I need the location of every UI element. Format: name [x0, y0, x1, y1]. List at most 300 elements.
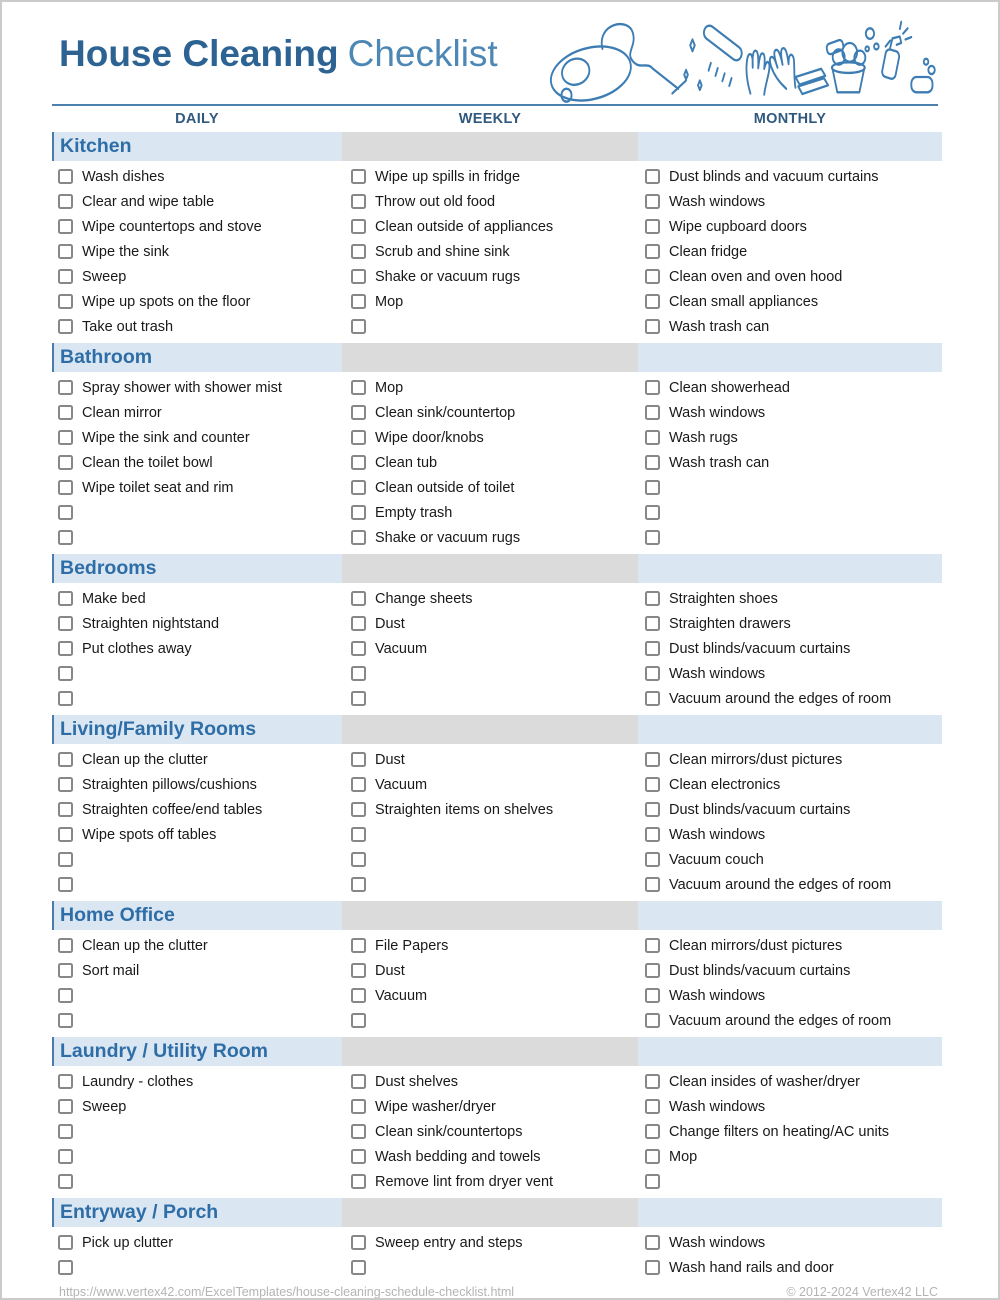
task-checkbox[interactable]	[58, 877, 73, 892]
task-row	[52, 611, 938, 636]
task-cell-monthly	[638, 1255, 942, 1280]
task-checkbox[interactable]	[58, 1149, 73, 1164]
task-checkbox[interactable]	[58, 319, 73, 334]
task-label: Sort mail	[82, 962, 140, 979]
task-label: Vacuum around the edges of room	[669, 690, 892, 707]
task-cell-weekly	[342, 661, 638, 686]
task-cell-monthly	[638, 1008, 942, 1033]
task-cell-weekly	[342, 214, 638, 239]
task-checkbox[interactable]	[645, 777, 660, 792]
task-checkbox[interactable]	[645, 963, 660, 978]
task-cell-daily	[52, 1169, 342, 1194]
task-row	[52, 475, 938, 500]
task-cell-weekly	[342, 1169, 638, 1194]
task-checkbox[interactable]	[351, 802, 366, 817]
section-header-daily-band	[52, 901, 342, 930]
task-row	[52, 1119, 938, 1144]
task-checkbox[interactable]	[58, 641, 73, 656]
task-row	[52, 1008, 938, 1033]
task-label: Vacuum	[375, 640, 428, 657]
task-cell-monthly	[638, 375, 942, 400]
task-row	[52, 189, 938, 214]
task-checkbox[interactable]	[645, 505, 660, 520]
section-title: Living/Family Rooms	[60, 718, 257, 740]
task-label: Sweep	[82, 1098, 127, 1115]
task-checkbox[interactable]	[58, 1124, 73, 1139]
task-label: Straighten shoes	[669, 590, 778, 607]
task-row	[52, 314, 938, 339]
task-checkbox[interactable]	[58, 691, 73, 706]
task-checkbox[interactable]	[58, 380, 73, 395]
task-cell-monthly	[638, 189, 942, 214]
task-checkbox[interactable]	[645, 430, 660, 445]
footer-copyright: © 2012-2024 Vertex42 LLC	[786, 1285, 938, 1299]
task-label: Wash windows	[669, 987, 766, 1004]
task-cell-weekly	[342, 314, 638, 339]
task-checkbox[interactable]	[645, 1013, 660, 1028]
task-cell-daily	[52, 772, 342, 797]
task-checkbox[interactable]	[351, 319, 366, 334]
task-checkbox[interactable]	[58, 852, 73, 867]
task-checkbox[interactable]	[645, 752, 660, 767]
task-label: Dust	[375, 962, 405, 979]
task-checkbox[interactable]	[58, 430, 73, 445]
section-header-daily-band	[52, 1198, 342, 1227]
task-row	[52, 1069, 938, 1094]
task-checkbox[interactable]	[58, 1235, 73, 1250]
section-rows	[52, 164, 938, 339]
section-header-monthly-band	[638, 715, 942, 744]
task-cell-daily	[52, 239, 342, 264]
task-cell-monthly	[638, 1230, 942, 1255]
task-checkbox[interactable]	[645, 530, 660, 545]
task-cell-monthly	[638, 933, 942, 958]
task-row	[52, 1169, 938, 1194]
task-checkbox[interactable]	[58, 1013, 73, 1028]
task-checkbox[interactable]	[58, 269, 73, 284]
task-row	[52, 214, 938, 239]
task-cell-weekly	[342, 289, 638, 314]
task-row	[52, 425, 938, 450]
task-checkbox[interactable]	[351, 691, 366, 706]
task-checkbox[interactable]	[351, 1013, 366, 1028]
task-checkbox[interactable]	[645, 194, 660, 209]
task-checkbox[interactable]	[58, 802, 73, 817]
task-checkbox[interactable]	[58, 244, 73, 259]
task-cell-monthly	[638, 958, 942, 983]
task-cell-daily	[52, 164, 342, 189]
task-cell-weekly	[342, 264, 638, 289]
spray-bottle-icon	[881, 48, 900, 80]
task-row	[52, 661, 938, 686]
section-header-monthly-band	[638, 1198, 942, 1227]
task-checkbox[interactable]	[351, 480, 366, 495]
task-checkbox[interactable]	[58, 294, 73, 309]
task-label: File Papers	[375, 937, 449, 954]
task-row	[52, 1094, 938, 1119]
task-cell-daily	[52, 525, 342, 550]
task-label: Wipe the sink	[82, 243, 170, 260]
task-label: Wipe spots off tables	[82, 826, 217, 843]
task-label: Wipe toilet seat and rim	[82, 479, 234, 496]
footer-url: https://www.vertex42.com/ExcelTemplates/house-cleaning-schedule-checklist.html	[59, 1285, 515, 1299]
task-cell-monthly	[638, 872, 942, 897]
task-label: Wash trash can	[669, 454, 770, 471]
section-header-daily-band	[52, 715, 342, 744]
task-checkbox[interactable]	[645, 294, 660, 309]
task-cell-weekly	[342, 475, 638, 500]
task-label: Clean sink/countertop	[375, 404, 516, 421]
task-cell-daily	[52, 500, 342, 525]
task-checkbox[interactable]	[645, 455, 660, 470]
task-cell-daily	[52, 1255, 342, 1280]
task-checkbox[interactable]	[58, 405, 73, 420]
section-header-laundry-utility-room	[52, 1037, 938, 1066]
task-label: Wash windows	[669, 1098, 766, 1115]
task-cell-weekly	[342, 611, 638, 636]
task-cell-weekly	[342, 1069, 638, 1094]
section-title: Bathroom	[60, 346, 153, 368]
task-cell-daily	[52, 1094, 342, 1119]
task-cell-monthly	[638, 164, 942, 189]
task-label: Wash rugs	[669, 429, 738, 446]
section-rows	[52, 375, 938, 550]
task-cell-weekly	[342, 500, 638, 525]
bubbles-icon	[866, 28, 874, 39]
section-rows	[52, 1230, 938, 1280]
task-label: Clean mirror	[82, 404, 162, 421]
task-checkbox[interactable]	[645, 877, 660, 892]
task-checkbox[interactable]	[351, 405, 366, 420]
task-checkbox[interactable]	[58, 591, 73, 606]
task-row	[52, 872, 938, 897]
task-cell-daily	[52, 661, 342, 686]
task-cell-daily	[52, 822, 342, 847]
task-cell-daily	[52, 586, 342, 611]
task-row	[52, 686, 938, 711]
column-header-weekly: WEEKLY	[458, 111, 522, 127]
task-label: Shake or vacuum rugs	[375, 529, 521, 546]
task-label: Clean up the clutter	[82, 751, 208, 768]
task-row	[52, 772, 938, 797]
task-checkbox[interactable]	[351, 244, 366, 259]
task-label: Clear and wipe table	[82, 193, 215, 210]
task-checkbox[interactable]	[351, 1174, 366, 1189]
task-cell-daily	[52, 400, 342, 425]
task-checkbox[interactable]	[351, 1099, 366, 1114]
task-cell-monthly	[638, 500, 942, 525]
task-row	[52, 822, 938, 847]
task-cell-daily	[52, 958, 342, 983]
task-label: Wipe the sink and counter	[82, 429, 250, 446]
task-label: Wash dishes	[82, 168, 165, 185]
task-checkbox[interactable]	[645, 480, 660, 495]
task-label: Wash windows	[669, 826, 766, 843]
task-cell-weekly	[342, 525, 638, 550]
task-checkbox[interactable]	[645, 1260, 660, 1275]
task-checkbox[interactable]	[645, 1235, 660, 1250]
task-checkbox[interactable]	[351, 169, 366, 184]
task-label: Make bed	[82, 590, 146, 607]
task-cell-daily	[52, 797, 342, 822]
task-label: Vacuum couch	[669, 851, 764, 868]
task-checkbox[interactable]	[645, 1099, 660, 1114]
task-checkbox[interactable]	[351, 530, 366, 545]
task-checkbox[interactable]	[645, 219, 660, 234]
task-cell-weekly	[342, 1144, 638, 1169]
task-row	[52, 636, 938, 661]
task-checkbox[interactable]	[58, 963, 73, 978]
task-cell-monthly	[638, 686, 942, 711]
section-header-kitchen	[52, 132, 938, 161]
section-header-bedrooms	[52, 554, 938, 583]
task-cell-daily	[52, 214, 342, 239]
task-checkbox[interactable]	[58, 219, 73, 234]
task-cell-weekly	[342, 425, 638, 450]
task-cell-weekly	[342, 375, 638, 400]
task-checkbox[interactable]	[351, 1149, 366, 1164]
task-cell-weekly	[342, 772, 638, 797]
column-header-monthly: MONTHLY	[753, 111, 827, 127]
task-cell-monthly	[638, 314, 942, 339]
task-cell-monthly	[638, 1169, 942, 1194]
task-checkbox[interactable]	[645, 852, 660, 867]
task-checkbox[interactable]	[58, 827, 73, 842]
task-cell-monthly	[638, 425, 942, 450]
section-title: Bedrooms	[60, 557, 157, 579]
task-row	[52, 847, 938, 872]
task-cell-daily	[52, 1144, 342, 1169]
task-cell-weekly	[342, 847, 638, 872]
column-header-daily: DAILY	[175, 111, 219, 127]
task-checkbox[interactable]	[645, 988, 660, 1003]
task-checkbox[interactable]	[351, 988, 366, 1003]
task-cell-weekly	[342, 933, 638, 958]
task-label: Mop	[375, 293, 404, 310]
task-row	[52, 1255, 938, 1280]
task-label: Wash windows	[669, 1234, 766, 1251]
task-checkbox[interactable]	[351, 963, 366, 978]
task-checkbox[interactable]	[351, 752, 366, 767]
sparkle-icon	[690, 39, 695, 51]
task-checkbox[interactable]	[645, 1174, 660, 1189]
task-checkbox[interactable]	[645, 666, 660, 681]
task-checkbox[interactable]	[645, 405, 660, 420]
section-header-monthly-band	[638, 132, 942, 161]
task-checkbox[interactable]	[645, 616, 660, 631]
task-row	[52, 500, 938, 525]
task-checkbox[interactable]	[58, 1174, 73, 1189]
task-cell-monthly	[638, 239, 942, 264]
task-checkbox[interactable]	[351, 852, 366, 867]
task-checkbox[interactable]	[351, 827, 366, 842]
task-cell-weekly	[342, 1119, 638, 1144]
task-label: Clean insides of washer/dryer	[669, 1073, 861, 1090]
task-checkbox[interactable]	[351, 591, 366, 606]
task-checkbox[interactable]	[58, 1074, 73, 1089]
task-cell-daily	[52, 686, 342, 711]
task-cell-daily	[52, 1119, 342, 1144]
task-cell-monthly	[638, 772, 942, 797]
task-label: Clean oven and oven hood	[669, 268, 843, 285]
task-label: Laundry - clothes	[82, 1073, 194, 1090]
task-label: Empty trash	[375, 504, 453, 521]
task-label: Mop	[669, 1148, 698, 1165]
task-cell-daily	[52, 847, 342, 872]
section-living-family-rooms	[52, 715, 938, 897]
glove-icon	[746, 51, 769, 95]
task-checkbox[interactable]	[351, 616, 366, 631]
task-cell-monthly	[638, 747, 942, 772]
task-checkbox[interactable]	[645, 938, 660, 953]
task-cell-monthly	[638, 214, 942, 239]
task-row	[52, 586, 938, 611]
section-header-weekly-band	[342, 715, 638, 744]
task-cell-daily	[52, 425, 342, 450]
task-checkbox[interactable]	[58, 1260, 73, 1275]
task-checkbox[interactable]	[351, 1260, 366, 1275]
task-checkbox[interactable]	[645, 591, 660, 606]
task-cell-weekly	[342, 450, 638, 475]
cleaning-supplies-illustration	[538, 16, 938, 109]
task-cell-weekly	[342, 872, 638, 897]
task-cell-daily	[52, 1008, 342, 1033]
task-label: Straighten pillows/cushions	[82, 776, 257, 793]
task-label: Clean mirrors/dust pictures	[669, 937, 843, 954]
task-checkbox[interactable]	[645, 1074, 660, 1089]
task-checkbox[interactable]	[58, 616, 73, 631]
task-label: Wipe washer/dryer	[375, 1098, 496, 1115]
task-checkbox[interactable]	[645, 244, 660, 259]
task-label: Clean up the clutter	[82, 937, 208, 954]
task-label: Wash trash can	[669, 318, 770, 335]
task-checkbox[interactable]	[645, 641, 660, 656]
task-checkbox[interactable]	[351, 219, 366, 234]
section-header-daily-band	[52, 554, 342, 583]
brush-icon	[702, 23, 744, 63]
task-cell-weekly	[342, 239, 638, 264]
task-row	[52, 375, 938, 400]
task-row	[52, 797, 938, 822]
task-label: Dust shelves	[375, 1073, 459, 1090]
task-cell-monthly	[638, 983, 942, 1008]
section-home-office	[52, 901, 938, 1033]
task-checkbox[interactable]	[351, 380, 366, 395]
task-row	[52, 747, 938, 772]
footer	[52, 1285, 938, 1299]
task-label: Clean showerhead	[669, 379, 790, 396]
task-row	[52, 1144, 938, 1169]
task-checkbox[interactable]	[58, 938, 73, 953]
task-checkbox[interactable]	[645, 802, 660, 817]
task-checkbox[interactable]	[351, 777, 366, 792]
task-cell-weekly	[342, 747, 638, 772]
section-rows	[52, 586, 938, 711]
task-label: Wash windows	[669, 665, 766, 682]
task-cell-daily	[52, 450, 342, 475]
task-checkbox[interactable]	[351, 1074, 366, 1089]
task-checkbox[interactable]	[58, 666, 73, 681]
task-label: Sweep entry and steps	[375, 1234, 523, 1251]
task-cell-weekly	[342, 1094, 638, 1119]
task-checkbox[interactable]	[645, 269, 660, 284]
task-label: Throw out old food	[375, 193, 496, 210]
task-row	[52, 1230, 938, 1255]
task-cell-monthly	[638, 822, 942, 847]
task-row	[52, 958, 938, 983]
section-header-weekly-band	[342, 901, 638, 930]
section-laundry-utility-room	[52, 1037, 938, 1194]
task-label: Dust blinds/vacuum curtains	[669, 962, 851, 979]
task-label: Clean sink/countertops	[375, 1123, 523, 1140]
task-cell-daily	[52, 933, 342, 958]
task-checkbox[interactable]	[645, 827, 660, 842]
task-checkbox[interactable]	[58, 752, 73, 767]
task-checkbox[interactable]	[58, 988, 73, 1003]
task-checkbox[interactable]	[351, 1235, 366, 1250]
task-checkbox[interactable]	[351, 666, 366, 681]
task-row	[52, 164, 938, 189]
task-label: Vacuum around the edges of room	[669, 1012, 892, 1029]
task-label: Wash windows	[669, 404, 766, 421]
section-header-weekly-band	[342, 1198, 638, 1227]
task-checkbox[interactable]	[645, 1149, 660, 1164]
section-header-weekly-band	[342, 1037, 638, 1066]
task-checkbox[interactable]	[58, 530, 73, 545]
task-label: Wash hand rails and door	[669, 1259, 834, 1276]
task-cell-monthly	[638, 475, 942, 500]
task-row	[52, 264, 938, 289]
task-checkbox[interactable]	[351, 505, 366, 520]
task-cell-daily	[52, 375, 342, 400]
task-checkbox[interactable]	[351, 430, 366, 445]
section-header-monthly-band	[638, 343, 942, 372]
task-checkbox[interactable]	[58, 455, 73, 470]
task-checkbox[interactable]	[645, 691, 660, 706]
task-label: Clean fridge	[669, 243, 748, 260]
task-checkbox[interactable]	[645, 1124, 660, 1139]
task-checkbox[interactable]	[58, 505, 73, 520]
task-checkbox[interactable]	[58, 1099, 73, 1114]
task-checkbox[interactable]	[351, 877, 366, 892]
task-label: Sweep	[82, 268, 127, 285]
task-checkbox[interactable]	[58, 194, 73, 209]
task-checkbox[interactable]	[351, 938, 366, 953]
task-checkbox[interactable]	[351, 294, 366, 309]
task-checkbox[interactable]	[351, 641, 366, 656]
task-checkbox[interactable]	[58, 777, 73, 792]
task-cell-daily	[52, 983, 342, 1008]
task-checkbox[interactable]	[645, 319, 660, 334]
task-cell-monthly	[638, 797, 942, 822]
task-checkbox[interactable]	[351, 455, 366, 470]
task-label: Mop	[375, 379, 404, 396]
task-checkbox[interactable]	[58, 480, 73, 495]
task-label: Wipe up spots on the floor	[82, 293, 251, 310]
task-checkbox[interactable]	[645, 169, 660, 184]
task-checkbox[interactable]	[645, 380, 660, 395]
task-checkbox[interactable]	[351, 269, 366, 284]
task-label: Straighten items on shelves	[375, 801, 554, 818]
task-cell-weekly	[342, 1255, 638, 1280]
task-cell-daily	[52, 1230, 342, 1255]
task-label: Put clothes away	[82, 640, 192, 657]
task-cell-monthly	[638, 1094, 942, 1119]
task-checkbox[interactable]	[58, 169, 73, 184]
task-label: Dust blinds/vacuum curtains	[669, 640, 851, 657]
task-checkbox[interactable]	[351, 1124, 366, 1139]
task-checkbox[interactable]	[351, 194, 366, 209]
